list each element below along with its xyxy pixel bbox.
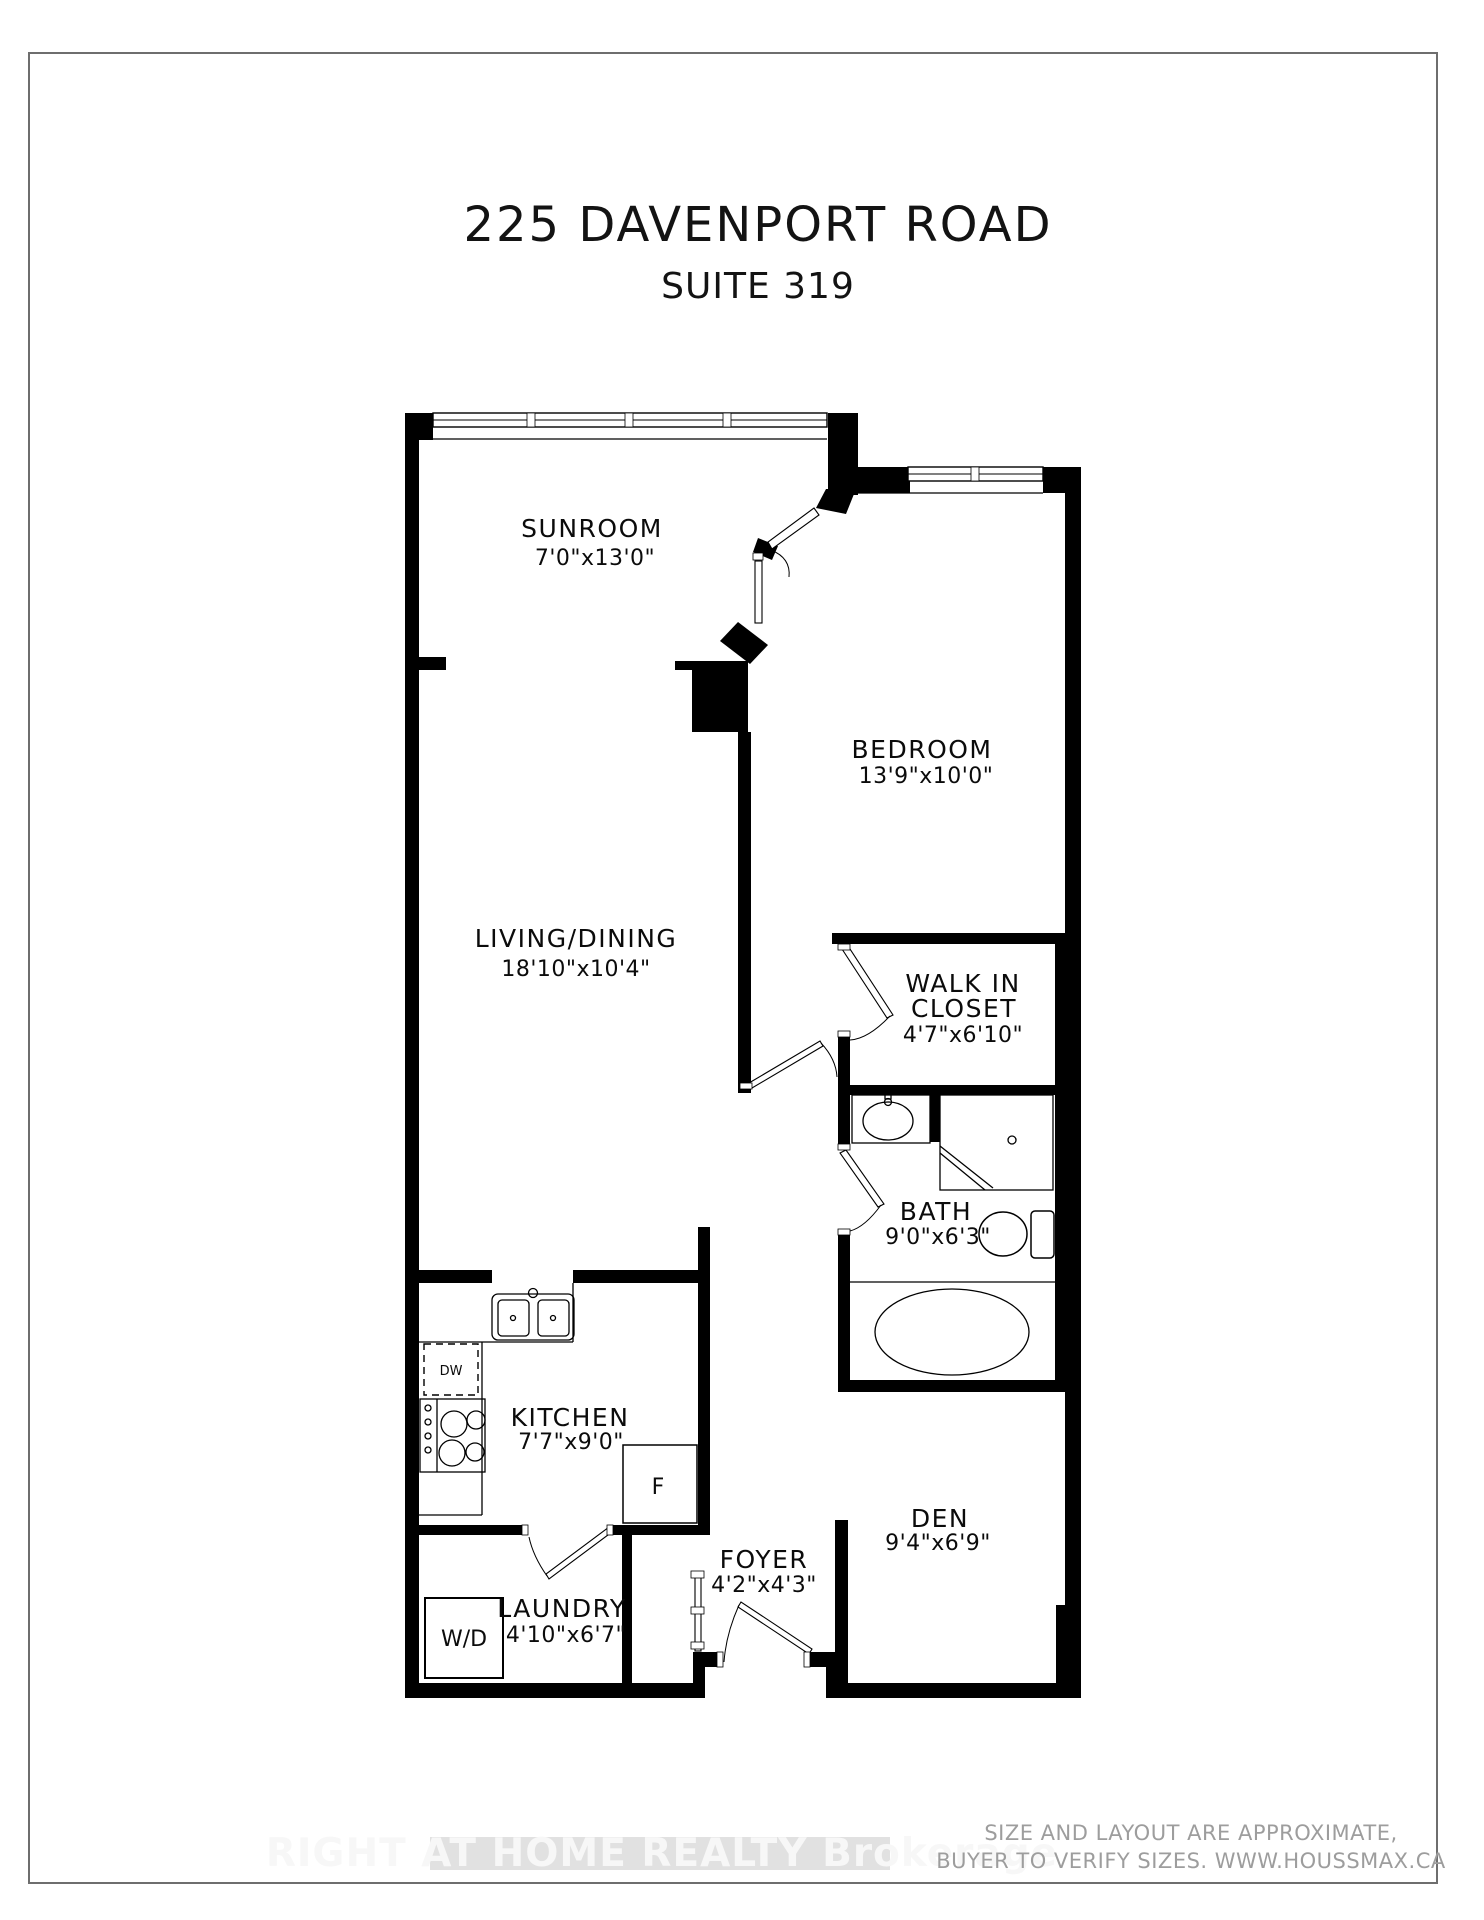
living-hall-door	[740, 1041, 837, 1089]
wall-segment	[930, 1095, 940, 1142]
door-jamb	[522, 1525, 528, 1535]
shower-glass	[940, 1153, 985, 1190]
laundry-door	[522, 1525, 613, 1579]
door-jamb	[804, 1652, 810, 1667]
shower-glass	[940, 1146, 993, 1188]
bathroom-door	[838, 1144, 884, 1235]
sink-outline	[492, 1294, 574, 1340]
washer-dryer	[425, 1598, 503, 1678]
kitchen-dims: 7'7"x9'0"	[518, 1430, 624, 1455]
kitchen-label: KITCHEN	[510, 1403, 630, 1432]
wall-segment	[405, 413, 433, 440]
bathroom-sink	[852, 1091, 930, 1143]
sink-drain	[511, 1316, 516, 1321]
wall-segment	[838, 1085, 1067, 1095]
entry-door	[717, 1602, 812, 1667]
door-leaf	[749, 1041, 823, 1088]
door-jamb	[691, 1642, 704, 1649]
stove-knob	[425, 1405, 431, 1411]
wall-segment	[692, 661, 748, 732]
burner-icon	[466, 1443, 484, 1461]
wall-segment	[405, 1683, 705, 1698]
kitchen-sink	[492, 1289, 574, 1341]
burner-icon	[441, 1411, 467, 1437]
window-mullion	[723, 413, 731, 427]
window-mullion	[527, 413, 535, 427]
wall-segment	[838, 1037, 850, 1093]
brokerage-watermark: RIGHT AT HOME REALTY Brokerage	[265, 1831, 1059, 1876]
walk-in-closet-door	[838, 944, 893, 1040]
door-swing-arc	[724, 1605, 739, 1662]
wall-segment	[838, 1235, 850, 1390]
wall-segment	[720, 622, 768, 664]
wall-segment	[1043, 467, 1081, 493]
foyer-label: FOYER	[719, 1545, 809, 1574]
sunroom-window	[433, 413, 827, 439]
wall-segment	[828, 413, 858, 495]
door-jamb	[838, 944, 850, 950]
wall-segment	[738, 732, 751, 1093]
walk-in-closet-dims: 4'7"x6'10"	[902, 1023, 1024, 1048]
wall-segment	[816, 489, 856, 514]
door-leaf	[842, 946, 893, 1018]
stove-knob	[425, 1447, 431, 1453]
foyer-closet-slider	[691, 1571, 704, 1651]
door-leaf	[768, 508, 819, 549]
shower-stall	[940, 1095, 1053, 1190]
wall-segment	[405, 1270, 492, 1283]
den-dims: 9'4"x6'9"	[885, 1531, 991, 1556]
door-jamb	[753, 553, 763, 560]
page-subtitle: SUITE 319	[661, 266, 855, 307]
burner-icon	[439, 1440, 465, 1466]
wall-segment	[698, 1227, 710, 1533]
sink-basin	[498, 1300, 529, 1336]
wall-segment	[693, 1652, 705, 1698]
bath-dims: 9'0"x6'3"	[885, 1225, 991, 1250]
door-swing-arc	[529, 1537, 547, 1576]
door-leaf	[738, 1602, 812, 1654]
wall-segment	[835, 1683, 1081, 1698]
sink-basin	[863, 1102, 913, 1140]
sunroom-label: SUNROOM	[521, 514, 663, 543]
faucet-icon	[529, 1289, 538, 1298]
window-mullion	[625, 413, 633, 427]
tub-basin	[875, 1289, 1029, 1375]
wall-segment	[573, 1270, 710, 1283]
door-jamb	[838, 1031, 850, 1037]
door-jamb	[838, 1144, 850, 1150]
walk-in-closet-label: WALK IN	[905, 969, 1021, 998]
stove-knob	[425, 1433, 431, 1439]
shower	[940, 1095, 1053, 1190]
wall-segment	[405, 413, 419, 1698]
footer	[266, 1821, 1446, 1876]
toilet-tank	[1031, 1211, 1054, 1258]
door-leaf	[755, 561, 762, 623]
sink-drain	[551, 1316, 556, 1321]
dishwasher	[424, 1344, 478, 1395]
stove	[420, 1399, 485, 1472]
sunroom-dims: 7'0"x13'0"	[534, 546, 656, 571]
door-swing-arc	[850, 1016, 890, 1040]
sink-basin	[538, 1300, 569, 1336]
dishwasher-label: DW	[439, 1364, 463, 1379]
wall-segment	[405, 657, 446, 670]
wall-segment	[1055, 933, 1067, 1390]
living-dining-dims: 18'10"x10'4"	[501, 957, 651, 982]
den-label: DEN	[910, 1504, 970, 1533]
disclaimer-line-2: BUYER TO VERIFY SIZES. WWW.HOUSSMAX.CA	[936, 1849, 1446, 1873]
wall-segment	[838, 1093, 850, 1150]
walk-in-closet-label2: CLOSET	[910, 994, 1018, 1023]
shower-drain	[1008, 1136, 1016, 1144]
door-jamb	[607, 1525, 613, 1535]
wall-segment	[832, 933, 1067, 944]
door-jamb	[691, 1607, 704, 1614]
wall-segment	[835, 1520, 848, 1698]
living-dining-label: LIVING/DINING	[474, 924, 678, 953]
door-jamb	[838, 1229, 850, 1235]
door-jamb	[691, 1571, 704, 1578]
laundry-dims: 4'10"x6'7"	[505, 1623, 627, 1648]
laundry-label: LAUNDRY	[497, 1594, 627, 1623]
stove-knob	[425, 1419, 431, 1425]
bedroom-label: BEDROOM	[851, 735, 993, 764]
wall-segment	[838, 1380, 1081, 1392]
wall-segment	[675, 661, 692, 670]
bathtub	[850, 1282, 1055, 1375]
foyer-dims: 4'2"x4'3"	[711, 1573, 817, 1598]
page-title: 225 DAVENPORT ROAD	[463, 197, 1053, 253]
door-leaf	[546, 1527, 612, 1579]
walls	[405, 413, 1081, 1698]
wall-segment	[405, 1525, 528, 1535]
wall-segment	[858, 467, 910, 493]
disclaimer-line-1: SIZE AND LAYOUT ARE APPROXIMATE,	[984, 1821, 1398, 1845]
page-border	[29, 53, 1437, 1883]
fridge	[623, 1445, 697, 1523]
fridge-label: F	[651, 1475, 665, 1500]
bath-label: BATH	[899, 1197, 973, 1226]
door-jamb	[740, 1083, 752, 1089]
bedroom-dims: 13'9"x10'0"	[858, 764, 994, 789]
wall-segment	[1065, 467, 1081, 1683]
bedroom-double-doors	[753, 508, 819, 623]
door-swing-arc	[821, 1043, 837, 1077]
door-swing-arc	[850, 1205, 881, 1231]
window-mullion	[971, 467, 979, 481]
door-jamb	[717, 1652, 723, 1667]
door-leaf	[840, 1150, 884, 1207]
washer-dryer-label: W/D	[440, 1627, 488, 1652]
